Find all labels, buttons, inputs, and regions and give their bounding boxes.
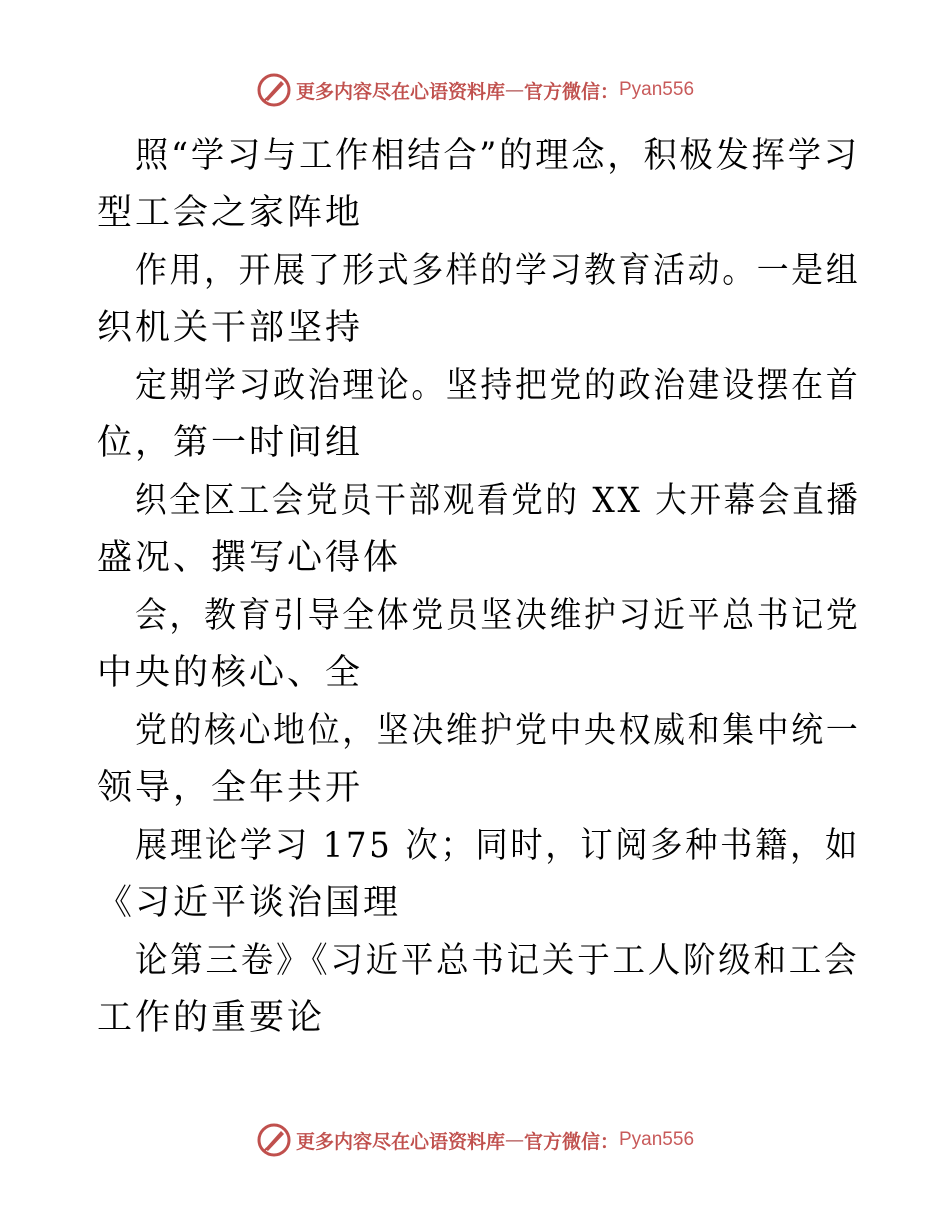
text-line: 作用，开展了形式多样的学习教育活动。一是组: [135, 251, 861, 291]
text-line: 论第三卷》《习近平总书记关于工人阶级和工会: [135, 941, 860, 981]
banner-dash: —: [504, 1129, 524, 1151]
text-line: 党的核心地位，坚决维护党中央权威和集中统一: [135, 711, 861, 751]
text-line: 型工会之家阵地: [97, 193, 364, 233]
text-line: 盛况、撰写心得体: [97, 538, 402, 578]
banner-wechat-id: Pyan556: [619, 1129, 695, 1150]
banner-dash: —: [504, 79, 524, 101]
banner-wechat-label: 官方微信：: [523, 80, 619, 103]
header-banner: [0, 70, 950, 110]
quill-logo-icon: [256, 72, 292, 108]
text-line: 位，第一时间组: [97, 423, 364, 463]
text-line: 织机关干部坚持: [97, 308, 364, 348]
banner-site-text: 更多内容尽在心语资料库: [295, 80, 505, 103]
banner-wechat-label: 官方微信：: [523, 1130, 619, 1153]
text-line: 中央的核心、全: [97, 653, 364, 693]
text-line: 定期学习政治理论。坚持把党的政治建设摆在首: [135, 366, 861, 406]
text-line: 《习近平谈治国理: [97, 883, 402, 923]
footer-banner: [0, 1120, 950, 1160]
quill-logo-icon: [256, 1122, 292, 1158]
text-line: 照“学习与工作相结合”的理念，积极发挥学习: [135, 136, 860, 176]
text-line: 织全区工会党员干部观看党的 XX 大开幕会直播: [135, 481, 861, 521]
text-line: 工作的重要论: [97, 998, 326, 1038]
text-line: 展理论学习 175 次；同时，订阅多种书籍，如: [135, 826, 861, 866]
banner-site-text: 更多内容尽在心语资料库: [295, 1130, 505, 1153]
text-line: 会，教育引导全体党员坚决维护习近平总书记党: [135, 596, 861, 636]
banner-wechat-id: Pyan556: [619, 79, 695, 100]
text-line: 领导，全年共开: [97, 768, 364, 808]
